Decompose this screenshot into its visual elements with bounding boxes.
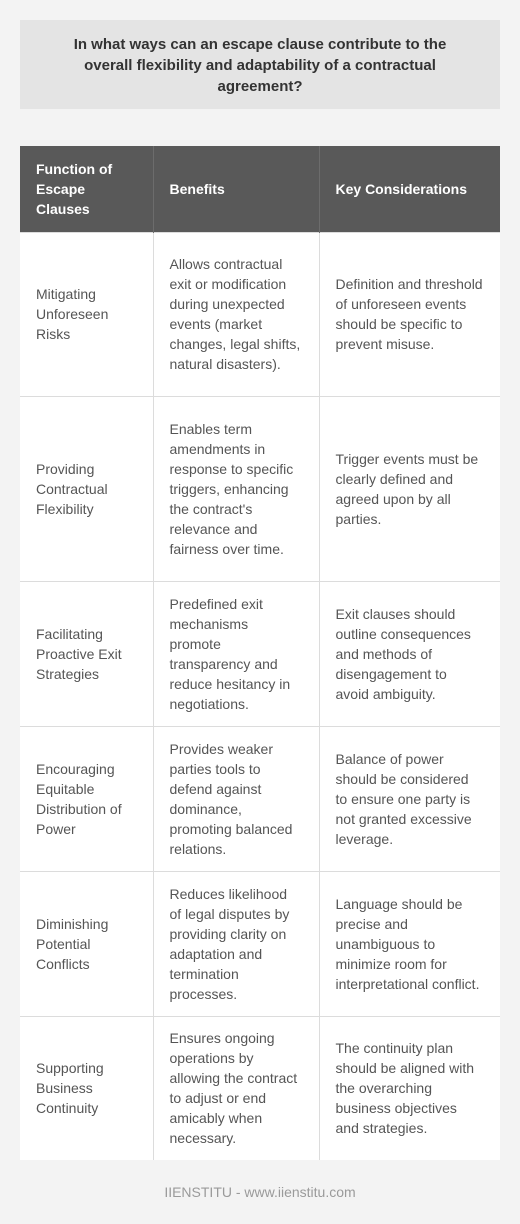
table-row [20, 581, 500, 726]
benefits-cell: Enables term amendments in response to specific triggers, enhancing the contract's relevance and fairness over time. [153, 396, 319, 581]
escape-clause-table [20, 146, 500, 1160]
header-benefits: Benefits [153, 146, 319, 232]
considerations-cell: Definition and threshold of unforeseen events should be specific to prevent misuse. [319, 232, 500, 396]
considerations-cell: The continuity plan should be aligned with the overarching business objectives and strategies. [319, 1016, 500, 1160]
benefits-cell: Allows contractual exit or modification during unexpected events (market changes, legal shifts, natural disasters). [153, 232, 319, 396]
function-cell: Facilitating Proactive Exit Strategies [20, 581, 153, 726]
function-cell: Supporting Business Continuity [20, 1016, 153, 1160]
table-row [20, 871, 500, 1016]
header-function: Function of Escape Clauses [20, 146, 153, 232]
considerations-cell: Language should be precise and unambiguous to minimize room for interpretational conflict. [319, 871, 500, 1016]
header-considerations: Key Considerations [319, 146, 500, 232]
table-row [20, 1016, 500, 1160]
table-row [20, 396, 500, 581]
benefits-cell: Reduces likelihood of legal disputes by providing clarity on adaptation and termination processes. [153, 871, 319, 1016]
function-cell: Diminishing Potential Conflicts [20, 871, 153, 1016]
question-box [20, 20, 500, 109]
benefits-cell: Ensures ongoing operations by allowing the contract to adjust or end amicably when necessary. [153, 1016, 319, 1160]
question-text: In what ways can an escape clause contribute to the overall flexibility and adaptability of a contractual agreement? [73, 36, 447, 95]
benefits-cell: Provides weaker parties tools to defend against dominance, promoting balanced relations. [153, 726, 319, 871]
considerations-cell: Balance of power should be considered to ensure one party is not granted excessive leverage. [319, 726, 500, 871]
benefits-cell: Predefined exit mechanisms promote transparency and reduce hesitancy in negotiations. [153, 581, 319, 726]
function-cell: Encouraging Equitable Distribution of Power [20, 726, 153, 871]
function-cell: Providing Contractual Flexibility [20, 396, 153, 581]
table-row [20, 232, 500, 396]
considerations-cell: Exit clauses should outline consequences and methods of disengagement to avoid ambiguity. [319, 581, 500, 726]
considerations-cell: Trigger events must be clearly defined and agreed upon by all parties. [319, 396, 500, 581]
table-header-row [20, 146, 500, 232]
footer-credit: IIENSTITU - www.iienstitu.com [164, 1184, 356, 1200]
function-cell: Mitigating Unforeseen Risks [20, 232, 153, 396]
table-row [20, 726, 500, 871]
